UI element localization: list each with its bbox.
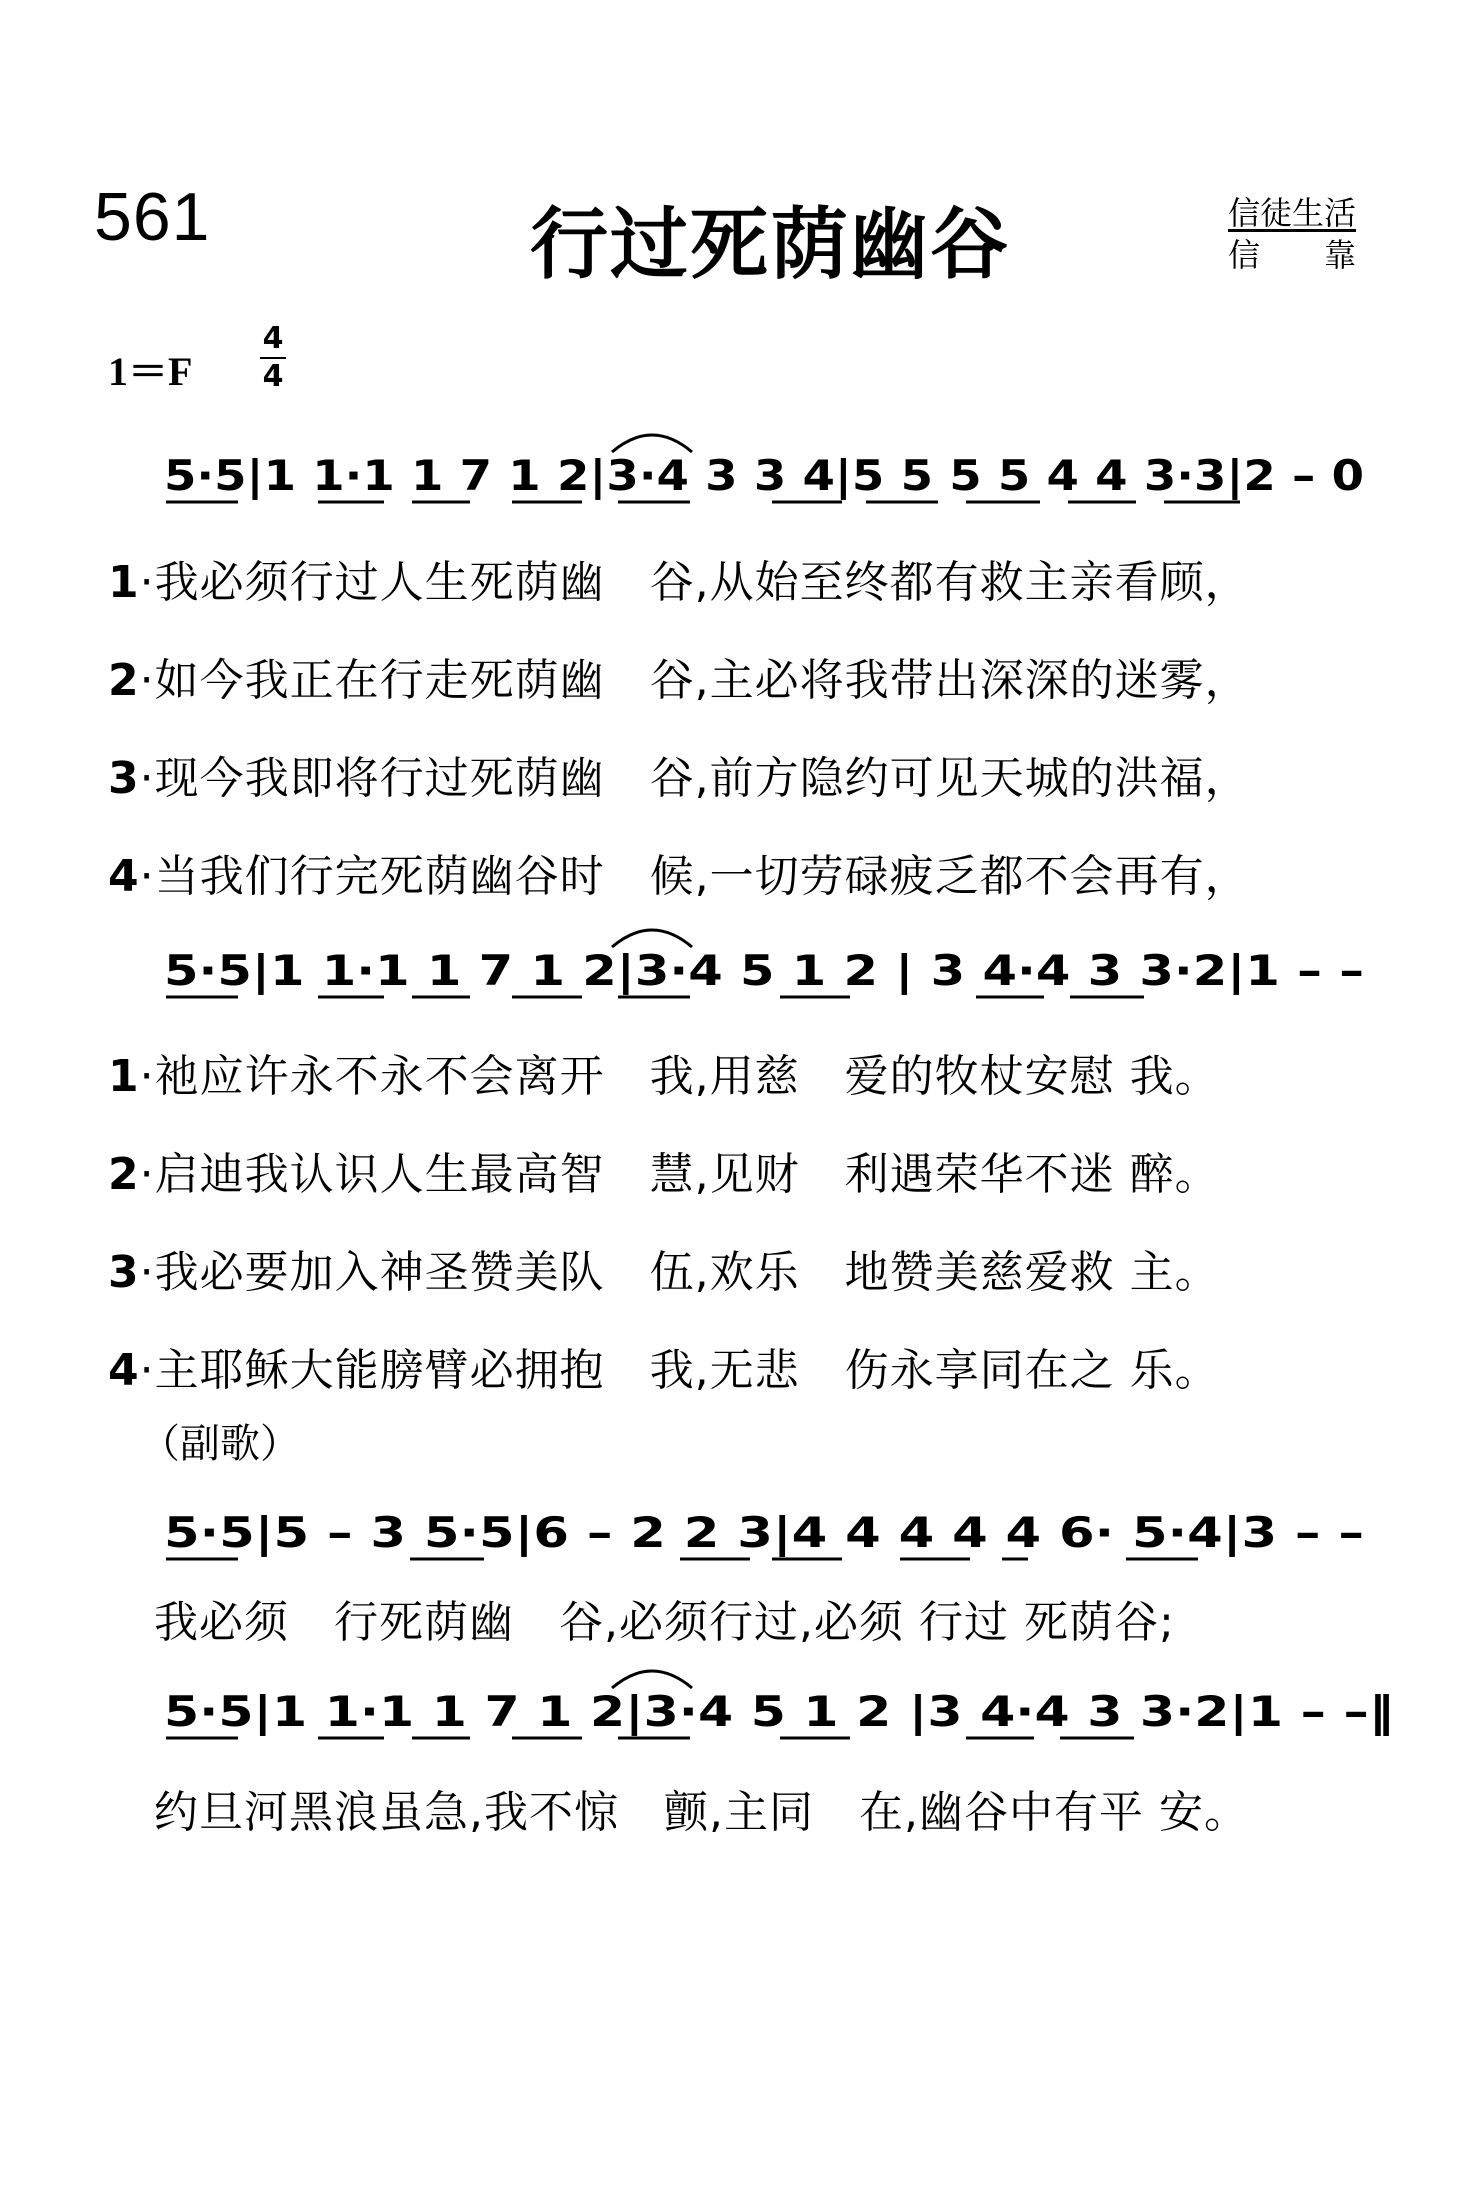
verse-number: 4: [108, 1345, 140, 1396]
verse-number: 1: [108, 1051, 140, 1102]
time-signature-bottom: 4: [262, 359, 284, 394]
verse-a-3: 3·现今我即将行过死荫幽 谷,前方隐约可见天城的洪福，: [108, 753, 1250, 804]
notation-line-3: [164, 1508, 1364, 1557]
verse-text: 祂应许永不永不会离开 我,用慈 爱的牧杖安慰 我。: [154, 1051, 1220, 1102]
notation-text-line-2: 5·5|1 1·1 1 7 1 2|3·4 5 1 2 | 3 4·4 3 3·2|1 – –: [164, 946, 1364, 995]
verse-number: 3: [108, 753, 140, 804]
verse-number: 2: [108, 1149, 140, 1200]
hymn-number: 561: [94, 179, 211, 255]
hymn-category: 信徒生活: [1228, 194, 1357, 232]
chorus-lyric-1: 我必须 行死荫幽 谷,必须行过,必须 行过 死荫谷;: [154, 1597, 1175, 1648]
verse-b-3: 3·我必要加入神圣赞美队 伍,欢乐 地赞美慈爱救 主。: [108, 1247, 1220, 1298]
verse-number: 2: [108, 655, 140, 706]
verse-a-4: 4·当我们行完死荫幽谷时 候,一切劳碌疲乏都不会再有，: [108, 851, 1250, 902]
verse-number: 1: [108, 557, 140, 608]
verse-text: 我必要加入神圣赞美队 伍,欢乐 地赞美慈爱救 主。: [154, 1247, 1220, 1298]
subcategory-char-2: 靠: [1324, 236, 1357, 274]
verse-text: 当我们行完死荫幽谷时 候,一切劳碌疲乏都不会再有，: [154, 851, 1250, 902]
notation-line-2: [164, 946, 1364, 995]
notation-text-line-4: 5·5|1 1·1 1 7 1 2|3·4 5 1 2 |3 4·4 3 3·2|1 – –‖: [164, 1687, 1394, 1736]
notation-line-4: [164, 1687, 1394, 1736]
chorus-lyric-2: 约旦河黑浪虽急,我不惊 颤,主同 在,幽谷中有平 安。: [154, 1787, 1249, 1838]
verse-number: 3: [108, 1247, 140, 1298]
notation-text-line-3: 5·5|5 – 3 5·5|6 – 2 2 3|4 4 4 4 4 6· 5·4|3 – –: [164, 1508, 1364, 1557]
notation-line-1: [164, 451, 1364, 500]
verse-text: 主耶稣大能膀臂必拥抱 我,无悲 伤永享同在之 乐。: [154, 1345, 1220, 1396]
verse-a-1: 1·我必须行过人生死荫幽 谷,从始至终都有救主亲看顾，: [108, 557, 1250, 608]
verse-number: 4: [108, 851, 140, 902]
chorus-label: （副歌）: [140, 1421, 300, 1467]
time-signature-top: 4: [262, 321, 284, 356]
verse-text: 我必须行过人生死荫幽 谷,从始至终都有救主亲看顾，: [154, 557, 1250, 608]
subcategory-char-1: 信: [1228, 236, 1261, 274]
verse-b-2: 2·启迪我认识人生最高智 慧,见财 利遇荣华不迷 醉。: [108, 1149, 1220, 1200]
verse-b-4: 4·主耶稣大能膀臂必拥抱 我,无悲 伤永享同在之 乐。: [108, 1345, 1220, 1396]
hymn-title: 行过死荫幽谷: [530, 200, 1011, 290]
key-signature: 1＝F: [108, 349, 193, 394]
verse-a-2: 2·如今我正在行走死荫幽 谷,主必将我带出深深的迷雾，: [108, 655, 1250, 706]
notation-text-line-1: 5·5|1 1·1 1 7 1 2|3·4 3 3 4|5 5 5 5 4 4 3·3|2 – 0: [164, 451, 1364, 500]
verse-b-1: 1·祂应许永不永不会离开 我,用慈 爱的牧杖安慰 我。: [108, 1051, 1220, 1102]
verse-text: 现今我即将行过死荫幽 谷,前方隐约可见天城的洪福，: [154, 753, 1250, 804]
verse-text: 如今我正在行走死荫幽 谷,主必将我带出深深的迷雾，: [154, 655, 1250, 706]
verse-text: 启迪我认识人生最高智 慧,见财 利遇荣华不迷 醉。: [154, 1149, 1220, 1200]
